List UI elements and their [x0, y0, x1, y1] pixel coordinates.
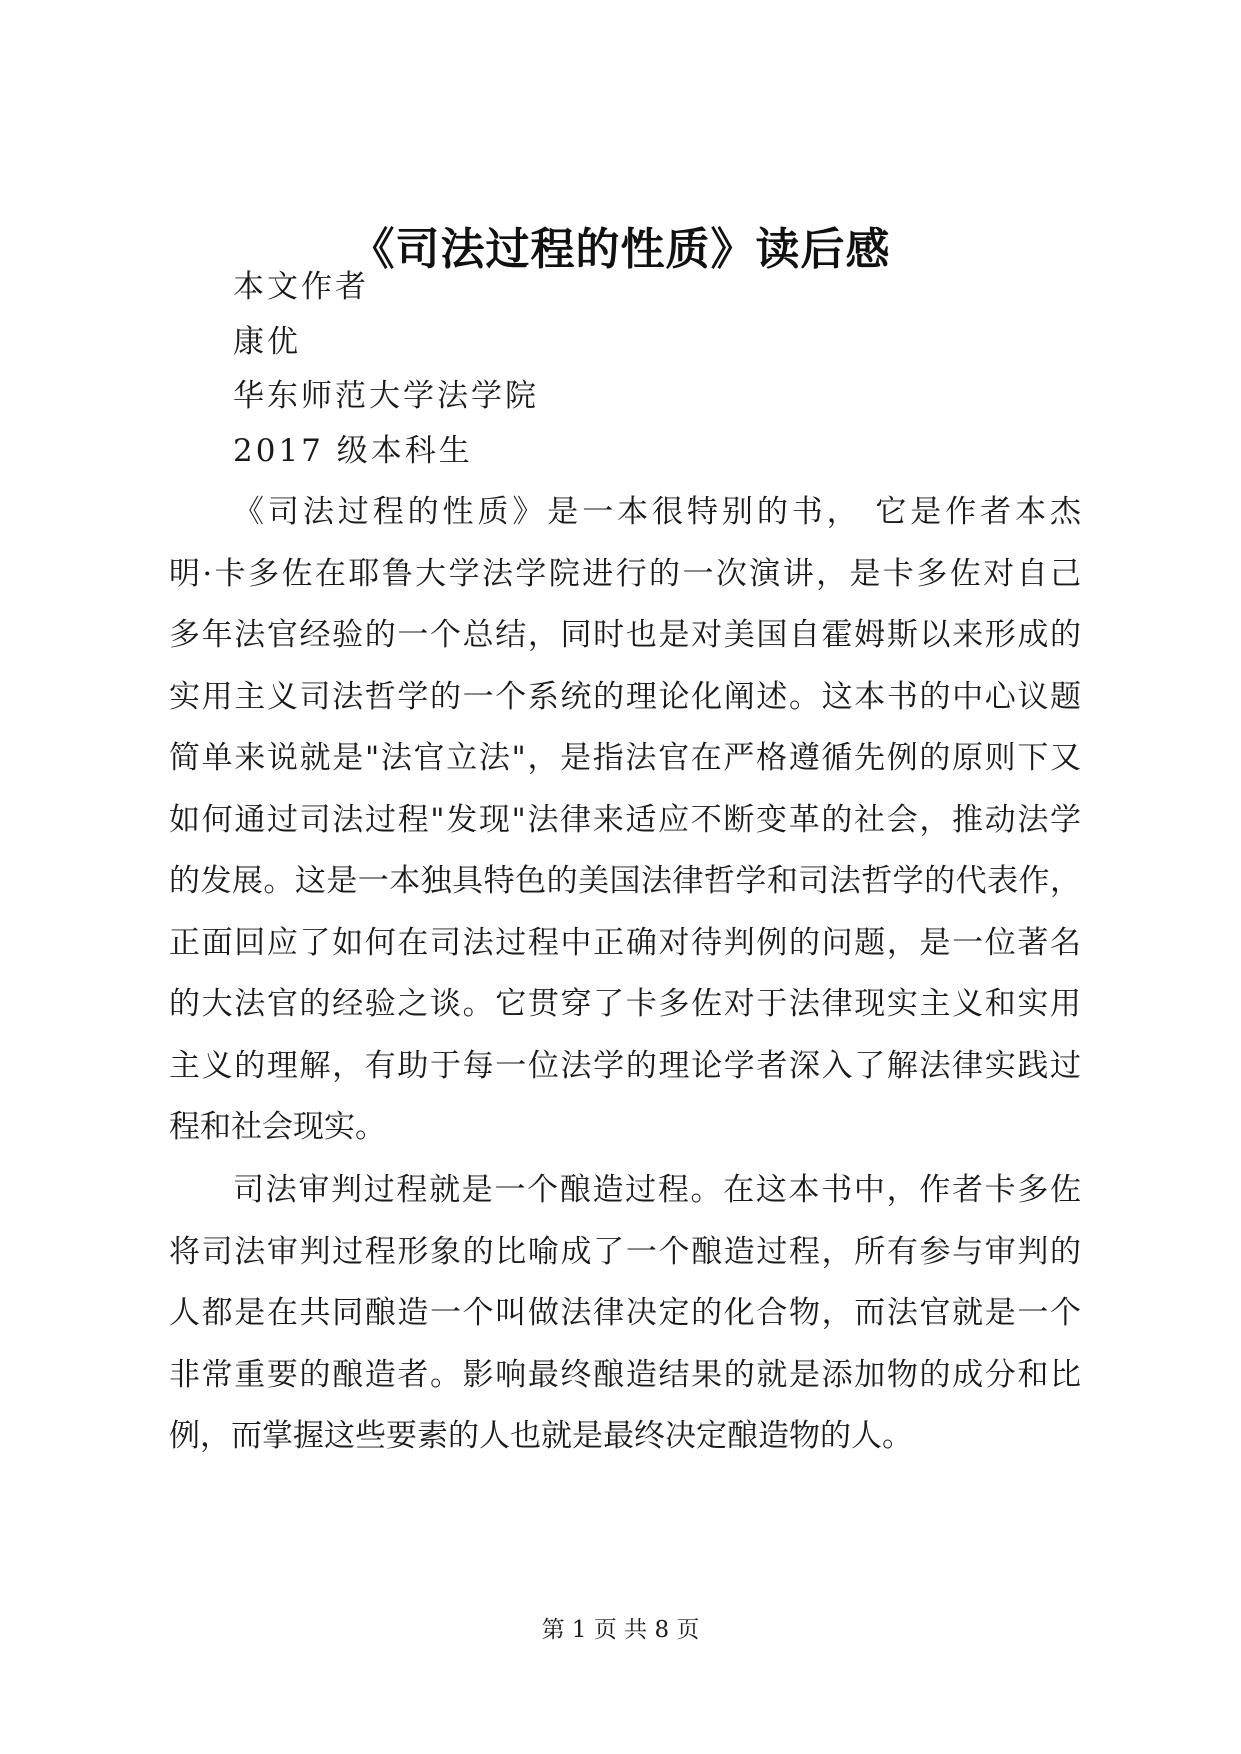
paragraph-line: 正面回应了如何在司法过程中正确对待判例的问题，是一位著名	[169, 924, 1081, 961]
paragraph-line: 简单来说就是"法官立法"，是指法官在严格遵循先例的原则下又	[169, 740, 1081, 776]
document-title: 《司法过程的性质》读后感	[350, 224, 891, 275]
author-institution: 华东师范大学法学院	[233, 378, 539, 414]
paragraph-line: 明·卡多佐在耶鲁大学法学院进行的一次演讲，是卡多佐对自己	[169, 555, 1081, 592]
paragraph-line: 非常重要的酿造者。影响最终酿造结果的就是添加物的成分和比	[169, 1356, 1081, 1393]
paragraph-line: 人都是在共同酿造一个叫做法律决定的化合物，而法官就是一个	[169, 1295, 1081, 1331]
paragraph-line: 的大法官的经验之谈。它贯穿了卡多佐对于法律现实主义和实用	[169, 986, 1081, 1022]
paragraph-line: 的发展。这是一本独具特色的美国法律哲学和司法哲学的代表作，	[169, 863, 1081, 899]
page-footer: 第 1 页 共 8 页	[541, 1617, 700, 1643]
paragraph-line: 多年法官经验的一个总结，同时也是对美国自霍姆斯以来形成的	[169, 617, 1081, 653]
author-label: 本文作者	[233, 269, 369, 305]
paragraph-line: 程和社会现实。	[169, 1109, 386, 1145]
paragraph-1	[169, 482, 1081, 1159]
paragraph-line: 《司法过程的性质》是一本很特别的书， 它是作者本杰	[233, 494, 1081, 530]
author-name: 康优	[233, 324, 301, 360]
paragraph-line: 实用主义司法哲学的一个系统的理论化阐述。这本书的中心议题	[169, 678, 1081, 715]
paragraph-2	[169, 1160, 1081, 1468]
paragraph-line: 例，而掌握这些要素的人也就是最终决定酿造物的人。	[169, 1418, 913, 1454]
paragraph-line: 主义的理解，有助于每一位法学的理论学者深入了解法律实践过	[169, 1047, 1081, 1084]
paragraph-line: 将司法审判过程形象的比喻成了一个酿造过程，所有参与审判的	[169, 1233, 1081, 1270]
paragraph-line: 司法审判过程就是一个酿造过程。在这本书中，作者卡多佐	[233, 1172, 1081, 1208]
author-grade: 2017 级本科生	[233, 433, 473, 469]
paragraph-line: 如何通过司法过程"发现"法律来适应不断变革的社会，推动法学	[169, 801, 1081, 838]
